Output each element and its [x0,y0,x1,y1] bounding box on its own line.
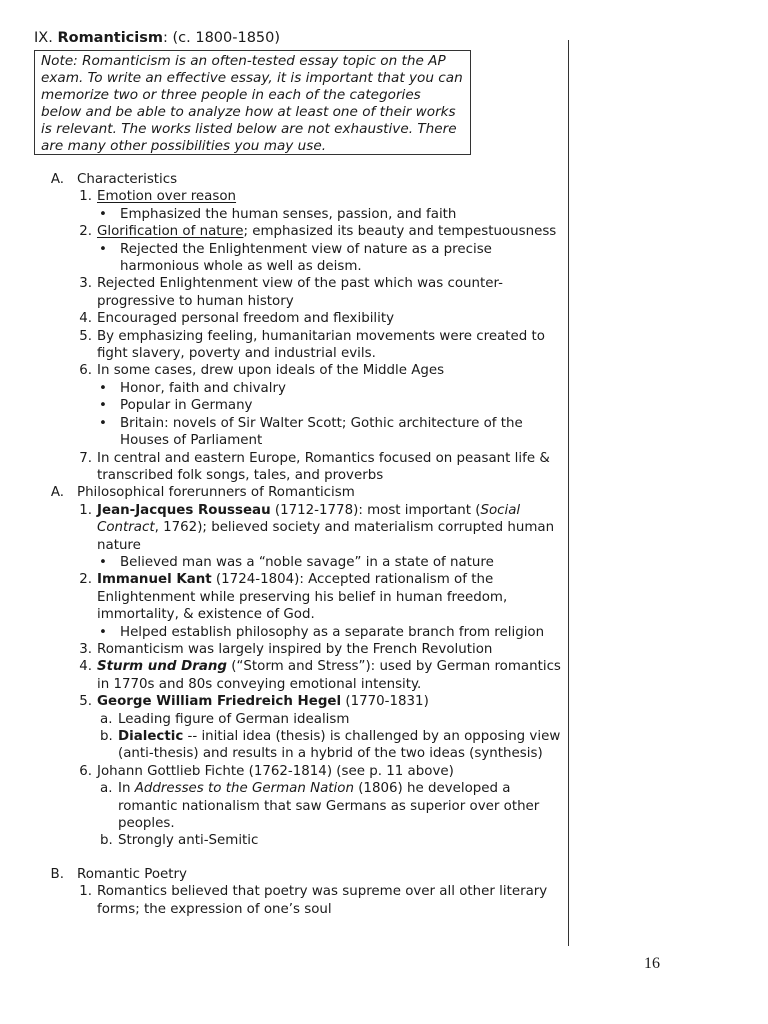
item-marker: 1. [79,189,92,205]
sub-text: (1806) he developed a romantic nationalism that saw Germans as superior over other peoples. [118,781,540,832]
list-item [0,275,568,310]
item-text: In some cases, drew upon ideals of the Middle Ages [97,363,445,379]
item-marker: 6. [79,363,92,379]
bullet-item [0,624,568,641]
item-text: (1712-1778): most important ( [270,502,481,518]
item-text: By emphasizing feeling, humanitarian movements were created to fight slavery, poverty and industrial evils. [97,328,545,362]
bullet-item [0,241,568,276]
item-text: Romanticism was largely inspired by the French Revolution [97,641,493,657]
person-name: George William Friedreich Hegel [97,694,342,710]
bullet-item [0,206,568,223]
bullet-text: Honor, faith and chivalry [120,380,286,396]
item-text: (“Storm and Stress”): used by German romantics in 1770s and 80s conveying emotional intensity. [97,659,561,692]
item-marker: 4. [79,659,92,675]
item-marker: 3. [79,641,92,657]
item-text-cont: , 1762); believed society and materialism corrupted human nature [97,520,555,553]
item-text: (1770-1831) [341,694,429,710]
item-text: In central and eastern Europe, Romantics focused on peasant life & transcribed folk songs, tales, and proverbs [97,450,550,483]
list-item [0,362,568,379]
list-item [0,658,568,693]
section-label: Romantic Poetry [77,866,187,882]
item-text: (1724-1804): Accepted rationalism of the Enlightenment while preserving his belief in human freedom, immortality, & existence of God. [97,572,508,623]
item-marker: 5. [79,694,92,710]
heading-dates: (c. 1800-1850) [172,30,281,46]
item-marker: 6. [79,763,92,779]
list-item [0,883,568,918]
sub-item [0,832,568,849]
item-text: Rejected Enlightenment view of the past which was counter-progressive to human history [97,276,503,309]
list-item [0,310,568,327]
spacer [0,850,568,866]
list-item [0,223,568,240]
section-heading-poetry [0,866,568,883]
heading-colon: : [163,30,168,46]
bullet-text: Helped establish philosophy as a separate branch from religion [120,624,545,640]
sub-item [0,780,568,832]
bullet-item [0,380,568,397]
item-marker: 7. [79,450,92,466]
item-text: Encouraged personal freedom and flexibility [97,311,395,327]
item-marker: 2. [79,572,92,588]
sub-text: Leading figure of German idealism [118,711,350,727]
work-title: Social Contract [97,502,521,536]
item-text: Johann Gottlieb Fichte (1762-1814) (see p. 11 above) [97,763,454,779]
sub-marker: b. [100,833,113,849]
bullet-text: Rejected the Enlightenment view of nature as a precise harmonious whole as well as deism. [120,241,492,275]
bullet-text: Britain: novels of Sir Walter Scott; Gothic architecture of the Houses of Parliament [120,415,523,449]
note-box: Note: Romanticism is an often-tested essay topic on the AP exam. To write an effective essay, it is important that you can memorize two or three people in each of the categories below and be able to analyze how at least one of their works is relevant. The works listed below are not exhaustive. There are many other possibilities you may use. [34,50,471,155]
bullet-item [0,397,568,414]
list-item [0,502,568,554]
movement-name: Sturm und Drang [97,659,227,675]
bullet-icon: • [99,624,107,640]
item-lead: Emotion over reason [97,189,237,205]
bullet-item [0,554,568,571]
margin-rule [568,40,569,946]
bullet-item [0,415,568,450]
item-lead: Glorification of nature [97,224,244,240]
bullet-icon: • [99,398,107,414]
term: Dialectic [118,729,184,744]
list-item [0,328,568,363]
bullet-icon: • [99,206,107,222]
bullet-icon: • [99,380,107,396]
item-marker: 1. [79,502,92,518]
heading-numeral: IX. [34,30,53,46]
sub-item [0,728,568,763]
heading-title: Romanticism [57,30,163,46]
person-name: Jean-Jacques Rousseau [97,502,271,518]
section-label: Characteristics [77,172,178,187]
section-marker: A. [50,485,64,501]
item-marker: 2. [79,224,92,240]
sub-marker: a. [100,711,113,727]
section-marker: B. [50,866,64,882]
item-marker: 3. [79,276,92,292]
item-marker: 4. [79,311,92,327]
work-title: Addresses to the German Nation [134,781,354,797]
list-item [0,693,568,710]
sub-marker: b. [100,729,113,744]
item-text: ; emphasized its beauty and tempestuousness [243,224,557,240]
list-item [0,641,568,658]
section-heading [34,29,280,47]
section-heading-characteristics [0,171,568,188]
list-item [0,450,568,485]
sub-item [0,711,568,728]
bullet-icon: • [99,241,107,257]
item-marker: 5. [79,328,92,344]
bullet-icon: • [99,554,107,570]
section-marker: A. [50,172,64,187]
bullet-text: Emphasized the human senses, passion, and faith [120,206,457,222]
list-item [0,188,568,205]
bullet-text: Popular in Germany [120,398,253,414]
sub-text-pre: In [118,781,135,797]
section-label: Philosophical forerunners of Romanticism [77,485,355,501]
person-name: Immanuel Kant [97,572,212,588]
list-item [0,763,568,780]
bullet-text: Believed man was a “noble savage” in a state of nature [120,554,494,570]
sub-text: -- initial idea (thesis) is challenged by an opposing view (anti-thesis) and results in a hybrid of the two ideas (synthesis) [118,729,561,762]
bullet-icon: • [99,415,107,431]
section-heading-forerunners [0,484,568,501]
item-marker: 1. [79,884,92,900]
outline-body [0,171,568,918]
page-number: 16 [644,955,660,972]
sub-text: Strongly anti-Semitic [118,833,259,849]
item-text: Romantics believed that poetry was supreme over all other literary forms; the expression of one’s soul [97,884,548,917]
list-item [0,571,568,623]
sub-marker: a. [100,781,113,797]
